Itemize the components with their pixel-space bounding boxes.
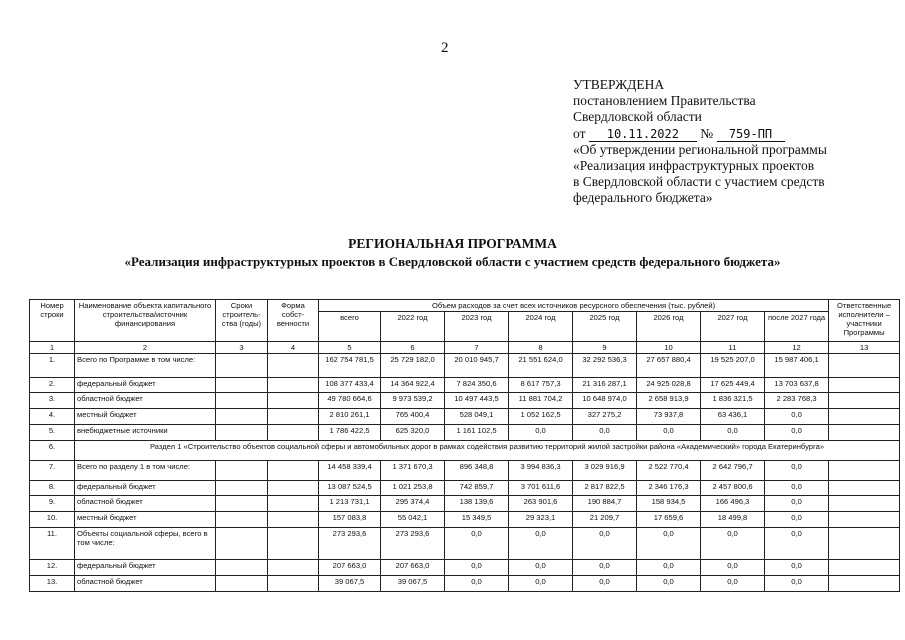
- value-cell: 0,0: [701, 576, 765, 592]
- row-executors: [829, 528, 900, 560]
- row-number: 10.: [30, 512, 75, 528]
- header-year: после 2027 года: [765, 312, 829, 342]
- row-terms: [216, 425, 268, 441]
- row-ownership: [268, 425, 319, 441]
- value-cell: 1 021 253,8: [381, 481, 445, 496]
- approval-line: постановлением Правительства: [573, 93, 756, 109]
- document-title: РЕГИОНАЛЬНАЯ ПРОГРАММА: [348, 236, 557, 251]
- row-executors: [829, 461, 900, 481]
- value-cell: 3 994 836,3: [509, 461, 573, 481]
- value-cell: 32 292 536,3: [573, 354, 637, 378]
- budget-table: [29, 299, 900, 592]
- column-index-cell: 12: [765, 342, 829, 354]
- header-volume: Объем расходов за счет всех источников ресурсного обеспечения (тыс. рублей): [319, 300, 829, 312]
- header-year: 2023 год: [445, 312, 509, 342]
- row-number: 13.: [30, 576, 75, 592]
- value-cell: 2 457 800,6: [701, 481, 765, 496]
- row-terms: [216, 512, 268, 528]
- row-name: внебюджетные источники: [75, 425, 216, 441]
- approval-block: [573, 77, 827, 207]
- value-cell: 273 293,6: [319, 528, 381, 560]
- value-cell: 765 400,4: [381, 409, 445, 425]
- row-name: областной бюджет: [75, 576, 216, 592]
- value-cell: 25 729 182,0: [381, 354, 445, 378]
- row-ownership: [268, 354, 319, 378]
- table-row: [30, 481, 900, 496]
- value-cell: 13 087 524,5: [319, 481, 381, 496]
- value-cell: 0,0: [765, 560, 829, 576]
- value-cell: 1 836 321,5: [701, 393, 765, 409]
- table-row: [30, 576, 900, 592]
- value-cell: 24 925 028,8: [637, 378, 701, 393]
- value-cell: 10 648 974,0: [573, 393, 637, 409]
- value-cell: 21 316 287,1: [573, 378, 637, 393]
- row-number: 12.: [30, 560, 75, 576]
- header-year: 2025 год: [573, 312, 637, 342]
- value-cell: 0,0: [701, 528, 765, 560]
- row-ownership: [268, 496, 319, 512]
- value-cell: 0,0: [765, 528, 829, 560]
- value-cell: 9 973 539,2: [381, 393, 445, 409]
- column-index-cell: 4: [268, 342, 319, 354]
- value-cell: 1 213 731,1: [319, 496, 381, 512]
- value-cell: 327 275,2: [573, 409, 637, 425]
- column-index-cell: 3: [216, 342, 268, 354]
- row-name: областной бюджет: [75, 393, 216, 409]
- column-index-cell: 8: [509, 342, 573, 354]
- row-terms: [216, 576, 268, 592]
- value-cell: 138 139,6: [445, 496, 509, 512]
- column-index-cell: 5: [319, 342, 381, 354]
- row-executors: [829, 512, 900, 528]
- row-executors: [829, 354, 900, 378]
- table-row: [30, 409, 900, 425]
- value-cell: 0,0: [701, 560, 765, 576]
- header-year: 2022 год: [381, 312, 445, 342]
- value-cell: 166 496,3: [701, 496, 765, 512]
- row-terms: [216, 378, 268, 393]
- value-cell: 2 642 796,7: [701, 461, 765, 481]
- value-cell: 0,0: [765, 496, 829, 512]
- row-number: 1.: [30, 354, 75, 378]
- value-cell: 0,0: [509, 576, 573, 592]
- approval-date-line: [573, 126, 827, 142]
- row-name: федеральный бюджет: [75, 481, 216, 496]
- value-cell: 0,0: [573, 528, 637, 560]
- value-cell: 0,0: [637, 576, 701, 592]
- value-cell: 528 049,1: [445, 409, 509, 425]
- value-cell: 17 625 449,4: [701, 378, 765, 393]
- value-cell: 0,0: [701, 425, 765, 441]
- value-cell: 11 881 704,2: [509, 393, 573, 409]
- row-number: 11.: [30, 528, 75, 560]
- row-executors: [829, 496, 900, 512]
- value-cell: 73 937,8: [637, 409, 701, 425]
- section-row: [30, 441, 900, 461]
- value-cell: 108 377 433,4: [319, 378, 381, 393]
- value-cell: 0,0: [445, 560, 509, 576]
- value-cell: 2 658 913,9: [637, 393, 701, 409]
- value-cell: 15 987 406,1: [765, 354, 829, 378]
- column-index-cell: 6: [381, 342, 445, 354]
- value-cell: 3 029 916,9: [573, 461, 637, 481]
- date-prefix: от: [573, 125, 586, 141]
- value-cell: 10 497 443,5: [445, 393, 509, 409]
- row-terms: [216, 481, 268, 496]
- value-cell: 2 817 822,5: [573, 481, 637, 496]
- value-cell: 0,0: [765, 409, 829, 425]
- value-cell: 63 436,1: [701, 409, 765, 425]
- row-terms: [216, 393, 268, 409]
- value-cell: 0,0: [637, 425, 701, 441]
- value-cell: 15 349,5: [445, 512, 509, 528]
- row-name: Всего по разделу 1 в том числе:: [75, 461, 216, 481]
- value-cell: 13 703 637,8: [765, 378, 829, 393]
- value-cell: 39 067,5: [381, 576, 445, 592]
- value-cell: 0,0: [445, 528, 509, 560]
- row-ownership: [268, 393, 319, 409]
- value-cell: 2 522 770,4: [637, 461, 701, 481]
- value-cell: 207 663,0: [319, 560, 381, 576]
- row-name: местный бюджет: [75, 512, 216, 528]
- row-name: федеральный бюджет: [75, 560, 216, 576]
- row-ownership: [268, 461, 319, 481]
- column-index-cell: 7: [445, 342, 509, 354]
- row-number: 7.: [30, 461, 75, 481]
- value-cell: 2 346 176,3: [637, 481, 701, 496]
- value-cell: 21 551 624,0: [509, 354, 573, 378]
- value-cell: 742 859,7: [445, 481, 509, 496]
- row-ownership: [268, 528, 319, 560]
- section-title: Раздел 1 «Строительство объектов социальной сферы и автомобильных дорог в рамках содействия развитию территорий жилой застройки района «Академический» города Екатеринбурга»: [75, 441, 900, 461]
- value-cell: 14 458 339,4: [319, 461, 381, 481]
- table-row: [30, 512, 900, 528]
- value-cell: 1 371 670,3: [381, 461, 445, 481]
- table-row: [30, 354, 900, 378]
- approval-line: Свердловской области: [573, 109, 702, 125]
- header-ownership: Форма собст-венности: [268, 300, 319, 342]
- row-terms: [216, 461, 268, 481]
- approval-line: «Об утверждении региональной программы: [573, 141, 827, 157]
- row-number: 3.: [30, 393, 75, 409]
- column-index-cell: 10: [637, 342, 701, 354]
- approval-number: 759-ПП: [717, 128, 785, 142]
- page-number: 2: [441, 40, 449, 56]
- row-executors: [829, 576, 900, 592]
- approval-line: федерального бюджета»: [573, 190, 713, 206]
- value-cell: 162 754 781,5: [319, 354, 381, 378]
- row-executors: [829, 425, 900, 441]
- value-cell: 0,0: [765, 461, 829, 481]
- table-row: [30, 528, 900, 560]
- value-cell: 1 161 102,5: [445, 425, 509, 441]
- value-cell: 8 617 757,3: [509, 378, 573, 393]
- value-cell: 18 499,8: [701, 512, 765, 528]
- column-index-cell: 2: [75, 342, 216, 354]
- table-row: [30, 560, 900, 576]
- row-executors: [829, 481, 900, 496]
- row-terms: [216, 409, 268, 425]
- value-cell: 0,0: [637, 560, 701, 576]
- value-cell: 14 364 922,4: [381, 378, 445, 393]
- row-number: 2.: [30, 378, 75, 393]
- value-cell: 1 052 162,5: [509, 409, 573, 425]
- value-cell: 896 348,8: [445, 461, 509, 481]
- value-cell: 625 320,0: [381, 425, 445, 441]
- value-cell: 0,0: [445, 576, 509, 592]
- value-cell: 295 374,4: [381, 496, 445, 512]
- row-ownership: [268, 512, 319, 528]
- header-year: 2024 год: [509, 312, 573, 342]
- row-number: 8.: [30, 481, 75, 496]
- value-cell: 19 525 207,0: [701, 354, 765, 378]
- column-index-row: [30, 342, 900, 354]
- row-terms: [216, 354, 268, 378]
- value-cell: 0,0: [765, 576, 829, 592]
- row-name: Объекты социальной сферы, всего в том числе:: [75, 528, 216, 560]
- value-cell: 0,0: [573, 425, 637, 441]
- value-cell: 0,0: [509, 425, 573, 441]
- header-total: всего: [319, 312, 381, 342]
- row-name: местный бюджет: [75, 409, 216, 425]
- row-number: 4.: [30, 409, 75, 425]
- value-cell: 157 083,8: [319, 512, 381, 528]
- value-cell: 20 010 945,7: [445, 354, 509, 378]
- value-cell: 1 786 422,5: [319, 425, 381, 441]
- value-cell: 0,0: [637, 528, 701, 560]
- document-subtitle: «Реализация инфраструктурных проектов в Свердловской области с участием средств федерального бюджета»: [124, 254, 781, 269]
- row-ownership: [268, 560, 319, 576]
- row-ownership: [268, 409, 319, 425]
- value-cell: 0,0: [765, 425, 829, 441]
- value-cell: 0,0: [509, 528, 573, 560]
- approval-line: «Реализация инфраструктурных проектов: [573, 158, 815, 174]
- value-cell: 27 657 880,4: [637, 354, 701, 378]
- value-cell: 0,0: [765, 481, 829, 496]
- row-executors: [829, 378, 900, 393]
- row-terms: [216, 496, 268, 512]
- value-cell: 29 323,1: [509, 512, 573, 528]
- row-name: областной бюджет: [75, 496, 216, 512]
- value-cell: 2 283 768,3: [765, 393, 829, 409]
- value-cell: 0,0: [765, 512, 829, 528]
- row-ownership: [268, 576, 319, 592]
- value-cell: 7 824 350,6: [445, 378, 509, 393]
- value-cell: 158 934,5: [637, 496, 701, 512]
- header-executors: Ответственные исполнители – участники Программы: [829, 300, 900, 342]
- row-number: 6.: [30, 441, 75, 461]
- number-prefix: №: [700, 125, 714, 141]
- header-year: 2027 год: [701, 312, 765, 342]
- value-cell: 3 701 611,6: [509, 481, 573, 496]
- column-index-cell: 13: [829, 342, 900, 354]
- row-name: Всего по Программе в том числе:: [75, 354, 216, 378]
- row-name: федеральный бюджет: [75, 378, 216, 393]
- table-body: [30, 342, 900, 592]
- row-executors: [829, 560, 900, 576]
- row-terms: [216, 528, 268, 560]
- table-row: [30, 378, 900, 393]
- value-cell: 17 659,6: [637, 512, 701, 528]
- value-cell: 273 293,6: [381, 528, 445, 560]
- approval-title: УТВЕРЖДЕНА: [573, 77, 665, 92]
- value-cell: 49 780 664,6: [319, 393, 381, 409]
- header-year: 2026 год: [637, 312, 701, 342]
- value-cell: 39 067,5: [319, 576, 381, 592]
- header-row-number: Номер строки: [30, 300, 75, 342]
- value-cell: 55 042,1: [381, 512, 445, 528]
- approval-date: 10.11.2022: [589, 128, 697, 142]
- value-cell: 2 810 261,1: [319, 409, 381, 425]
- column-index-cell: 1: [30, 342, 75, 354]
- value-cell: 207 663,0: [381, 560, 445, 576]
- column-index-cell: 9: [573, 342, 637, 354]
- row-executors: [829, 409, 900, 425]
- table-row: [30, 496, 900, 512]
- value-cell: 0,0: [573, 560, 637, 576]
- value-cell: 190 884,7: [573, 496, 637, 512]
- header-terms: Сроки строитель-ства (годы): [216, 300, 268, 342]
- row-ownership: [268, 481, 319, 496]
- value-cell: 21 209,7: [573, 512, 637, 528]
- column-index-cell: 11: [701, 342, 765, 354]
- value-cell: 0,0: [509, 560, 573, 576]
- row-terms: [216, 560, 268, 576]
- row-number: 5.: [30, 425, 75, 441]
- value-cell: 0,0: [573, 576, 637, 592]
- table-row: [30, 425, 900, 441]
- row-ownership: [268, 378, 319, 393]
- table-row: [30, 393, 900, 409]
- header-name: Наименование объекта капитального строительства/источник финансирования: [75, 300, 216, 342]
- approval-line: в Свердловской области с участием средств: [573, 174, 825, 190]
- value-cell: 263 901,6: [509, 496, 573, 512]
- row-number: 9.: [30, 496, 75, 512]
- row-executors: [829, 393, 900, 409]
- table-row: [30, 461, 900, 481]
- table-header-row: [30, 300, 900, 312]
